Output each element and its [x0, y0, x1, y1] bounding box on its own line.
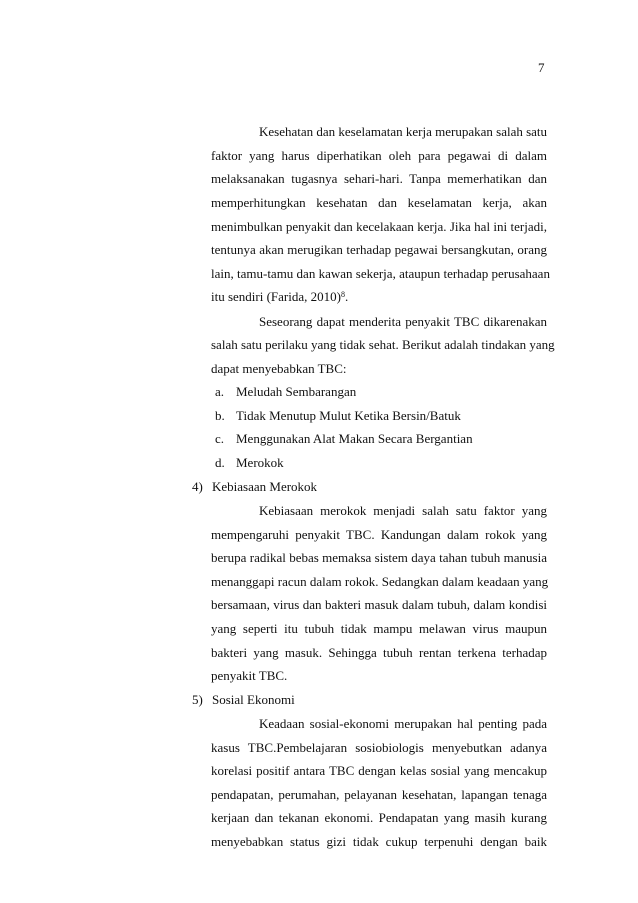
- paragraph-1-line-4: memperhitungkan kesehatan dan keselamatan kerja, akan: [211, 195, 547, 210]
- section-4-line-5: bersamaan, virus dan bakteri masuk dalam tubuh, dalam kondisi: [211, 597, 547, 612]
- section-4-line-7: bakteri yang masuk. Sehingga tubuh rentan terkena terhadap: [211, 645, 547, 660]
- section-5-line-6: menyebabkan status gizi tidak cukup terpenuhi dengan baik: [211, 834, 547, 849]
- section-5-line-5: kerjaan dan tekanan ekonomi. Pendapatan yang masih kurang: [211, 810, 547, 825]
- citation-superscript: 8: [340, 290, 345, 299]
- paragraph-1-final-text: itu sendiri (Farida, 2010): [211, 289, 341, 304]
- list-item: Menggunakan Alat Makan Secara Bergantian: [236, 431, 473, 446]
- section-5-line-4: pendapatan, perumahan, pelayanan kesehatan, lapangan tenaga: [211, 787, 547, 802]
- section-4-line-6: yang seperti itu tubuh tidak mampu melawan virus maupun: [211, 621, 547, 636]
- list-item-marker: d.: [215, 455, 225, 470]
- paragraph-1-line-5: menimbulkan penyakit dan kecelakaan kerja. Jika hal ini terjadi,: [211, 219, 547, 234]
- list-item-marker: c.: [215, 431, 225, 446]
- section-4-line-4: menanggapi racun dalam rokok. Sedangkan dalam keadaan yang: [211, 574, 549, 589]
- section-5-line-2: kasus TBC.Pembelajaran sosiobiologis menyebutkan adanya: [211, 740, 547, 755]
- section-4-line-3: berupa radikal bebas memaksa sistem daya tahan tubuh manusia: [211, 550, 547, 565]
- section-5-line-1: Keadaan sosial-ekonomi merupakan hal penting pada: [259, 716, 547, 731]
- section-4-marker: 4): [192, 479, 203, 494]
- paragraph-1-line-1: Kesehatan dan keselamatan kerja merupakan salah satu: [259, 124, 548, 139]
- paragraph-2-line-2: salah satu perilaku yang tidak sehat. Berikut adalah tindakan yang: [211, 337, 555, 352]
- section-5-marker: 5): [192, 692, 203, 707]
- paragraph-1-line-7: lain, tamu-tamu dan kawan sekerja, ataupun terhadap perusahaan: [211, 266, 550, 281]
- page-number: 7: [538, 60, 545, 75]
- paragraph-1-line-6: tentunya akan merugikan terhadap pegawai bersangkutan, orang: [211, 242, 547, 257]
- paragraph-2-line-1: Seseorang dapat menderita penyakit TBC dikarenakan: [259, 314, 547, 329]
- list-item-marker: b.: [215, 408, 225, 423]
- section-4-line-2: mempengaruhi penyakit TBC. Kandungan dalam rokok yang: [211, 527, 547, 542]
- paragraph-2-final-line: dapat menyebabkan TBC:: [211, 361, 347, 376]
- paragraph-1-line-2: faktor yang harus diperhatikan oleh para pegawai di dalam: [211, 148, 547, 163]
- paragraph-1-final-punct: .: [344, 289, 349, 304]
- list-item: Tidak Menutup Mulut Ketika Bersin/Batuk: [236, 408, 461, 423]
- section-4-final-line: penyakit TBC.: [211, 668, 288, 683]
- section-5-heading: Sosial Ekonomi: [212, 692, 295, 707]
- list-item: Merokok: [236, 455, 284, 470]
- section-5-line-3: korelasi positif antara TBC dengan kelas sosial yang mencakup: [211, 763, 547, 778]
- paragraph-1-final-line: [211, 289, 348, 305]
- list-item-marker: a.: [215, 384, 225, 399]
- list-item: Meludah Sembarangan: [236, 384, 357, 399]
- section-4-heading: Kebiasaan Merokok: [212, 479, 318, 494]
- section-4-line-1: Kebiasaan merokok menjadi salah satu faktor yang: [259, 503, 547, 518]
- paragraph-1-line-3: melaksanakan tugasnya sehari-hari. Tanpa memerhatikan dan: [211, 171, 547, 186]
